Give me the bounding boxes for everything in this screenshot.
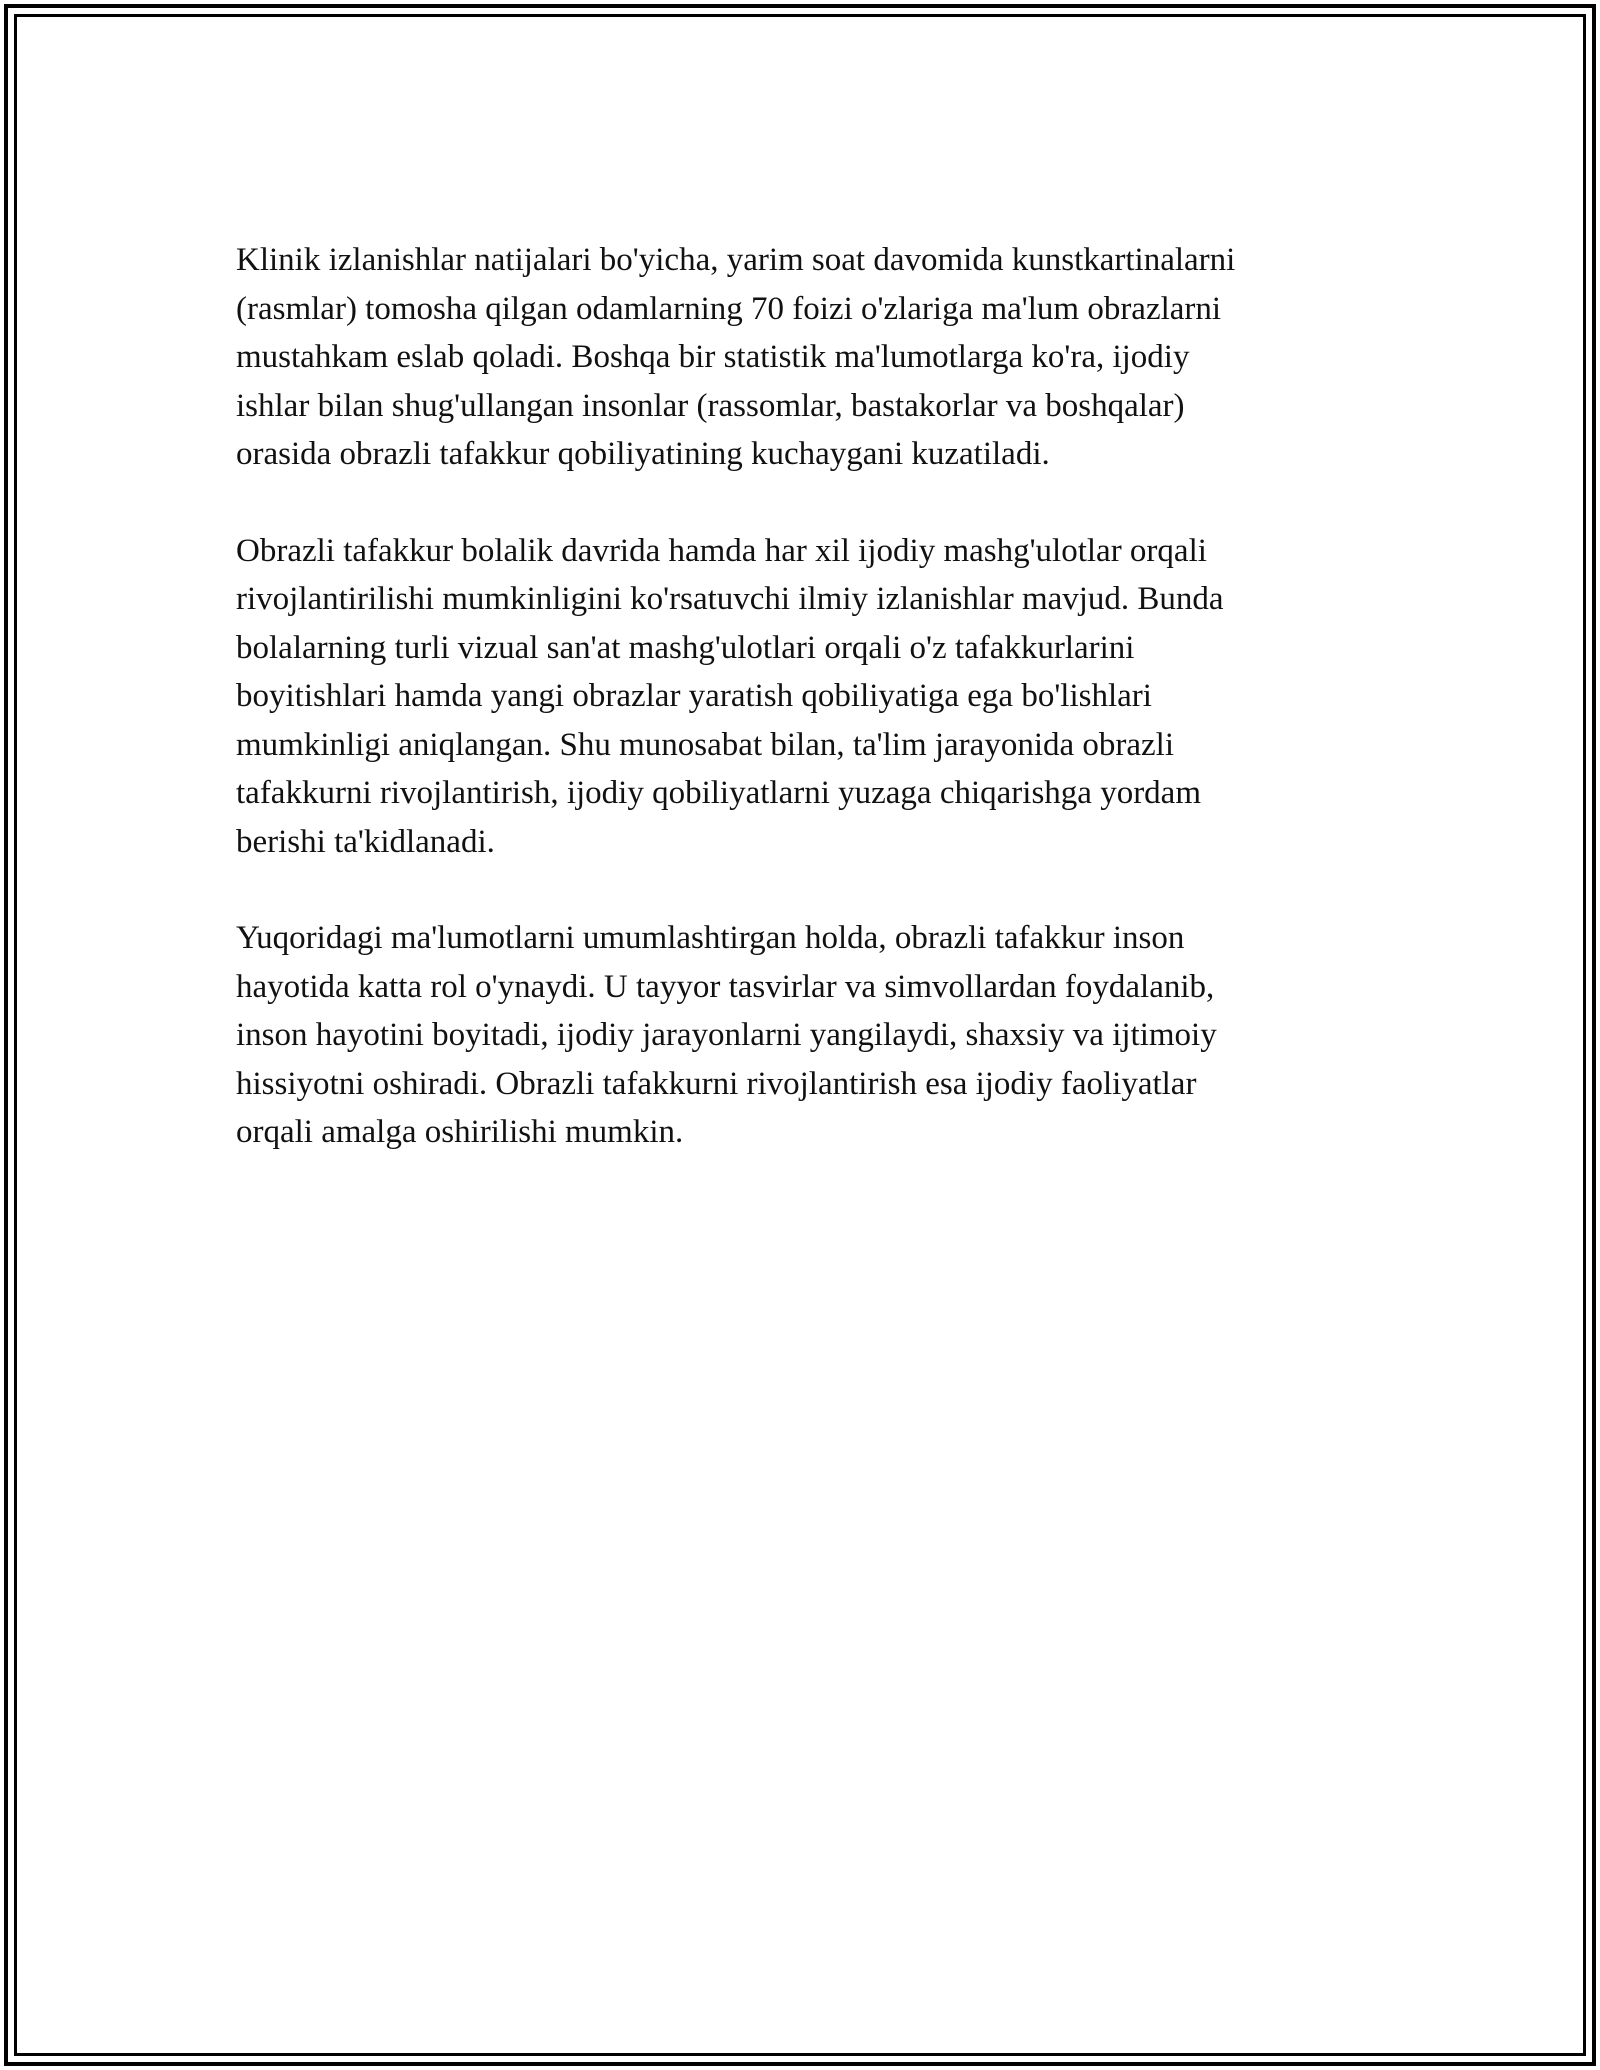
text-line: hayotida katta rol o'ynaydi. U tayyor tasvirlar va simvollardan foydalanib, xyxy=(236,968,1215,1005)
text-line: Yuqoridagi ma'lumotlarni umumlashtirgan holda, obrazli tafakkur inson xyxy=(236,920,1185,956)
text-line: inson hayotini boyitadi, ijodiy jarayonlarni yangilaydi, shaxsiy va ijtimoiy xyxy=(236,1017,1217,1053)
text-line: hissiyotni oshiradi. Obrazli tafakkurni rivojlantirish esa ijodiy faoliyatlar xyxy=(236,1065,1197,1102)
paragraph-2 xyxy=(236,527,1376,867)
text-line: (rasmlar) tomosha qilgan odamlarning 70 foizi o'zlariga ma'lum obrazlarni xyxy=(236,290,1222,327)
text-line: bolalarning turli vizual san'at mashg'ulotlari orqali o'z tafakkurlarini xyxy=(236,629,1135,666)
paragraph-1 xyxy=(236,236,1376,479)
text-line: orqali amalga oshirilishi mumkin. xyxy=(236,1114,684,1150)
text-line: tafakkurni rivojlantirish, ijodiy qobiliyatlarni yuzaga chiqarishga yordam xyxy=(236,775,1201,811)
text-line: rivojlantirilishi mumkinligini ko'rsatuvchi ilmiy izlanishlar mavjud. Bunda xyxy=(236,581,1224,617)
document-body xyxy=(236,236,1376,1205)
text-line: mustahkam eslab qoladi. Boshqa bir statistik ma'lumotlarga ko'ra, ijodiy xyxy=(236,339,1190,375)
text-line: Obrazli tafakkur bolalik davrida hamda har xil ijodiy mashg'ulotlar orqali xyxy=(236,532,1207,569)
text-line: mumkinligi aniqlangan. Shu munosabat bilan, ta'lim jarayonida obrazli xyxy=(236,726,1175,763)
text-line: Klinik izlanishlar natijalari bo'yicha, yarim soat davomida kunstkartinalarni xyxy=(236,242,1236,278)
text-line: berishi ta'kidlanadi. xyxy=(236,823,495,860)
text-line: boyitishlari hamda yangi obrazlar yaratish qobiliyatiga ega bo'lishlari xyxy=(236,678,1152,714)
text-line: ishlar bilan shug'ullangan insonlar (rassomlar, bastakorlar va boshqalar) xyxy=(236,387,1185,424)
paragraph-3 xyxy=(236,914,1376,1157)
text-line: orasida obrazli tafakkur qobiliyatining kuchaygani kuzatiladi. xyxy=(236,436,1050,472)
